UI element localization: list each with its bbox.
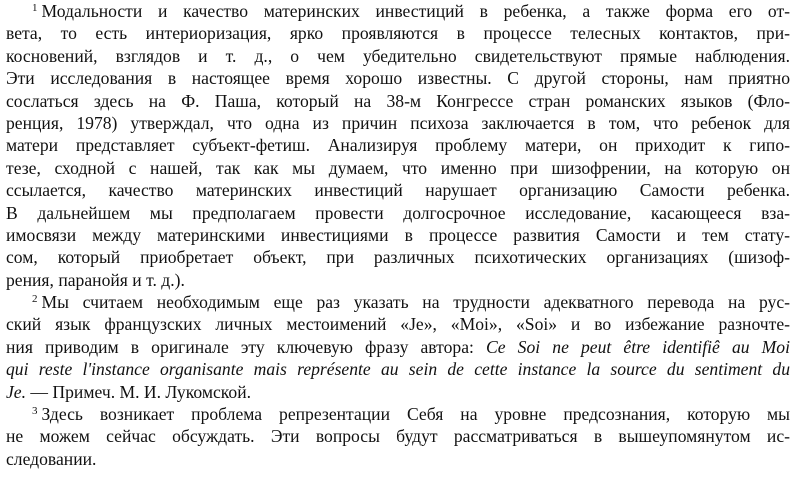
footnote-1-line: сослаться здесь на Ф. Паша, который на 38-м Конгрессе стран романских языков (Фло- [6,90,790,111]
footnote-1-line: вета, то есть интериоризация, ярко проявляются в процессе телесных контактов, при- [6,23,790,44]
footnote-3-line [6,403,790,425]
footnote-1-line: ренция, 1978) утверждал, что одна из причин психоза заключается в том, что ребенок для [6,112,790,133]
footnote-2-line [6,381,790,403]
footnote-1-line: В дальнейшем мы предполагаем провести долгосрочное исследование, касающееся вза- [6,202,790,223]
translator-note: — Примеч. М. И. Лукомской. [26,381,252,402]
footnote-1 [6,0,790,291]
footnote-3-line: не можем сейчас обсуждать. Эти вопросы будут рассматриваться в вышеупомянутом ис- [6,426,790,447]
footnote-1-line [6,0,790,22]
footnote-1-line: матери представляет субъект-фетиш. Анализируя проблему матери, он приходит к гипо- [6,135,790,156]
footnote-3-line: следовании. [6,448,97,469]
footnote-2-line [6,291,790,313]
footnote-marker: 1 [32,2,38,14]
footnotes-page [6,0,790,477]
french-quote: Ce Soi ne peut être identifiê au Moi [486,336,790,357]
footnote-text: Мы считаем необходимым еще раз указать на трудности адекватного перевода на рус- [41,292,790,313]
footnote-text: ния приводим в оригинале эту ключевую фразу автора: [6,336,487,357]
footnote-1-line: имосвязи между материнскими инвестициями в процессе развития Самости и тем стату- [6,224,790,245]
footnote-1-line: тезе, сходной с нашей, так как мы думаем, что именно при шизофрении, на которую он [6,157,790,178]
footnote-1-line: сом, который приобретает объект, при различных психотических организациях (шизоф- [6,247,790,268]
footnote-1-line: косновений, взглядов и т. д., о чем убедительно свидетельствуют прямые наблюдения. [6,45,790,66]
french-quote: qui reste l'instance organisante mais représente au sein de cette instance la source du sentiment du [6,359,790,380]
footnote-2 [6,291,790,403]
footnote-1-line: Эти исследования в настоящее время хорошо известны. С другой стороны, нам приятно [6,68,790,89]
footnote-2-line: ский язык французских личных местоимений «Je», «Moi», «Soi» и во избежание разночте- [6,314,790,335]
footnote-2-line [6,336,790,358]
footnote-marker: 2 [32,293,38,306]
footnote-3 [6,403,790,470]
footnote-marker: 3 [32,405,38,418]
footnote-1-line: ссылается, качество материнских инвестиций нарушает организацию Самости ребенка. [6,180,790,201]
french-quote: Je. [6,381,27,402]
footnote-text: Модальности и качество материнских инвестиций в ребенка, а также форма его от- [41,1,790,21]
footnote-1-line: рения, паранойя и т. д.). [6,269,185,290]
footnote-text: Здесь возникает проблема репрезентации Себя на уровне предсознания, которую мы [41,404,790,425]
